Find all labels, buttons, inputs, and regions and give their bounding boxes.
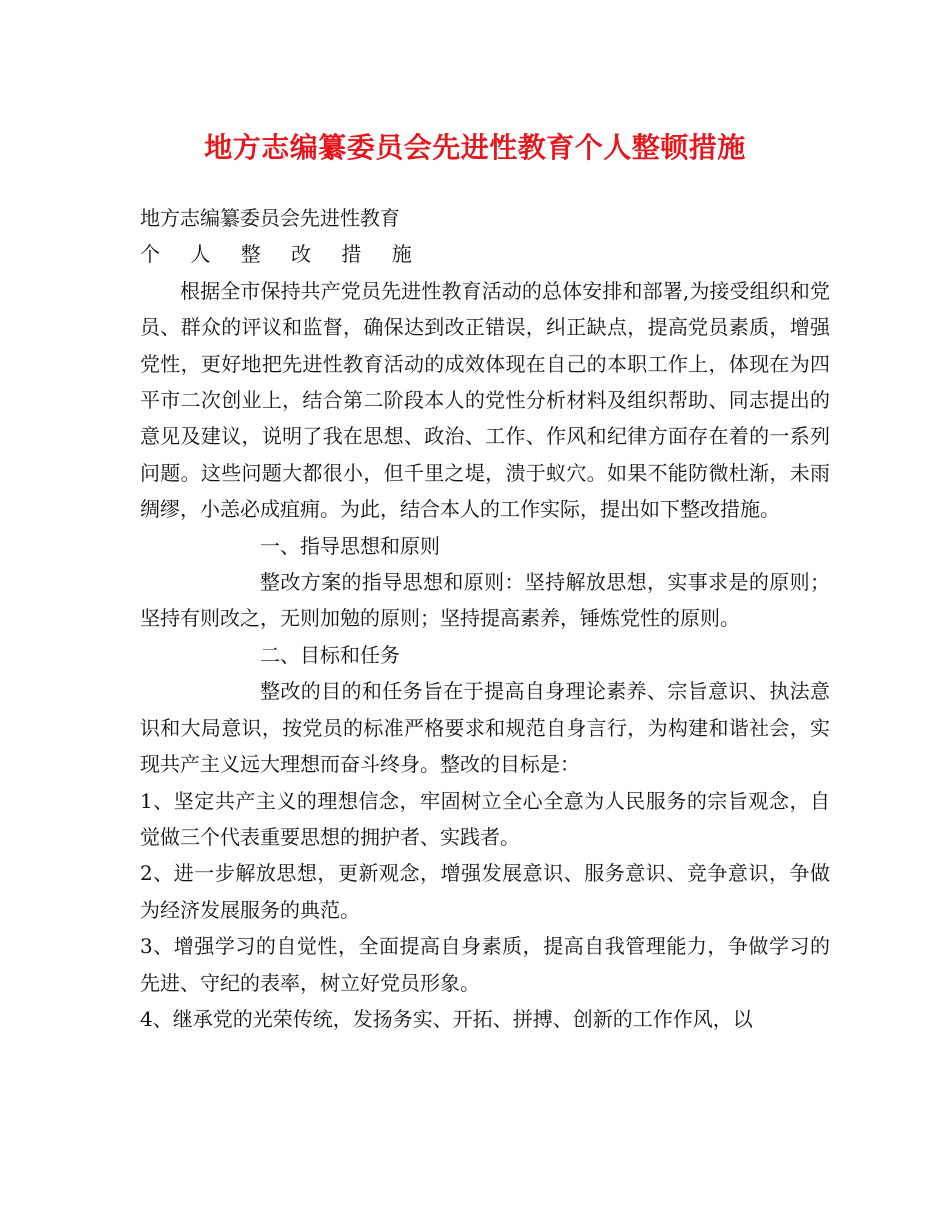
section-1-paragraph: 整改方案的指导思想和原则：坚持解放思想，实事求是的原则；坚持有则改之，无则加勉的原则；坚持提高素养，锤炼党性的原则。 (140, 570, 830, 631)
header-line-2: 个 人 整 改 措 施 (140, 242, 424, 267)
document-body (140, 200, 830, 1037)
goal-item-1: 1、坚定共产主义的理想信念，牢固树立全心全意为人民服务的宗旨观念，自觉做三个代表重要思想的拥护者、实践者。 (140, 788, 830, 849)
section-2-paragraph: 整改的目的和任务旨在于提高自身理论素养、宗旨意识、执法意识和大局意识，按党员的标准严格要求和规范自身言行，为构建和谐社会，实现共产主义远大理想而奋斗终身。整改的目标是： (140, 679, 830, 777)
header-line-1: 地方志编纂委员会先进性教育 (140, 206, 400, 230)
goal-item-3: 3、增强学习的自觉性，全面提高自身素质，提高自我管理能力，争做学习的先进、守纪的表率，树立好党员形象。 (140, 934, 830, 995)
goal-item-2: 2、进一步解放思想，更新观念，增强发展意识、服务意识、竞争意识，争做为经济发展服务的典范。 (140, 861, 830, 922)
section-1-heading: 一、指导思想和原则 (260, 533, 440, 558)
document-title: 地方志编纂委员会先进性教育个人整顿措施 (204, 131, 746, 164)
section-2-heading: 二、目标和任务 (260, 642, 400, 667)
goal-item-4: 4、继承党的光荣传统，发扬务实、开拓、拼搏、创新的工作作风，以 (140, 1006, 753, 1031)
intro-paragraph: 根据全市保持共产党员先进性教育活动的总体安排和部署,为接受组织和党员、群众的评议和监督，确保达到改正错误，纠正缺点，提高党员素质，增强党性，更好地把先进性教育活动的成效体现在自己的本职工作上，体现在为四平市二次创业上，结合第二阶段本人的党性分析材料及组织帮助、同志提出的意见及建议，说明了我在思想、政治、工作、作风和纪律方面存在着的一系列问题。这些问题大都很小，但千里之堤，溃于蚁穴。如果不能防微杜渐，未雨绸缪，小恙必成疽痈。为此，结合本人的工作实际，提出如下整改措施。 (140, 278, 830, 522)
